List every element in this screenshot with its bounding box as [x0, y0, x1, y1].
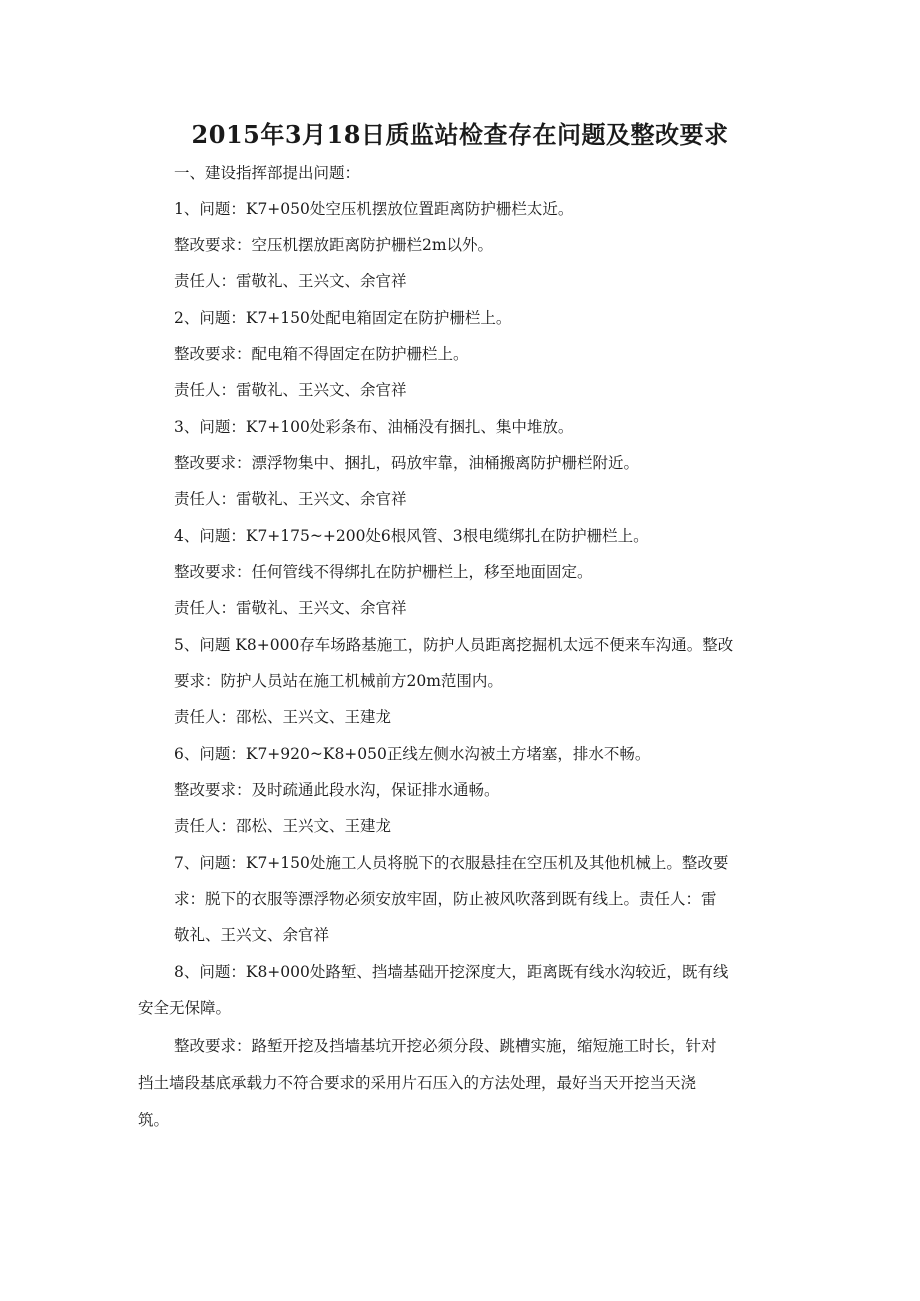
item-8-line1: 8、问题：K8+000处路堑、挡墙基础开挖深度大，距离既有线水沟较近，既有线: [174, 963, 729, 981]
item-7-line2: 求：脱下的衣服等漂浮物必须安放牢固，防止被风吹落到既有线上。责任人：雷: [174, 890, 717, 908]
item-8-requirement-line3: 筑。: [138, 1111, 170, 1129]
item-6-responsible: 责任人：邵松、王兴文、王建龙: [174, 817, 392, 835]
item-3-requirement: 整改要求：漂浮物集中、捆扎，码放牢靠，油桶搬离防护栅栏附近。: [174, 454, 640, 472]
item-1-problem: 1、问题：K7+050处空压机摆放位置距离防护栅栏太近。: [174, 200, 574, 218]
item-8-requirement-line1: 整改要求：路堑开挖及挡墙基坑开挖必须分段、跳槽实施，缩短施工时长，针对: [174, 1037, 717, 1055]
item-6-requirement: 整改要求：及时疏通此段水沟，保证排水通畅。: [174, 781, 500, 799]
item-4-requirement: 整改要求：任何管线不得绑扎在防护栅栏上，移至地面固定。: [174, 563, 593, 581]
item-4-responsible: 责任人：雷敬礼、王兴文、余官祥: [174, 599, 407, 617]
item-2-responsible: 责任人：雷敬礼、王兴文、余官祥: [174, 381, 407, 399]
item-5-problem-line1: 5、问题 K8+000存车场路基施工，防护人员距离挖掘机太远不便来车沟通。整改: [174, 636, 734, 654]
item-3-problem: 3、问题：K7+100处彩条布、油桶没有捆扎、集中堆放。: [174, 418, 574, 436]
item-2-requirement: 整改要求：配电箱不得固定在防护栅栏上。: [174, 345, 469, 363]
item-6-problem: 6、问题：K7+920~K8+050正线左侧水沟被土方堵塞，排水不畅。: [174, 745, 651, 763]
item-7-line3: 敬礼、王兴文、余官祥: [174, 926, 330, 944]
item-7-line1: 7、问题：K7+150处施工人员将脱下的衣服悬挂在空压机及其他机械上。整改要: [174, 854, 729, 872]
item-8-line2: 安全无保障。: [138, 999, 232, 1017]
item-4-problem: 4、问题：K7+175~+200处6根风管、3根电缆绑扎在防护栅栏上。: [174, 527, 649, 545]
item-2-problem: 2、问题：K7+150处配电箱固定在防护栅栏上。: [174, 309, 512, 327]
item-5-problem-line2: 要求：防护人员站在施工机械前方20m范围内。: [174, 672, 503, 690]
document-title: 2015年3月18日质监站检查存在问题及整改要求: [191, 120, 729, 149]
item-1-requirement: 整改要求：空压机摆放距离防护栅栏2m以外。: [174, 236, 494, 254]
item-3-responsible: 责任人：雷敬礼、王兴文、余官祥: [174, 490, 407, 508]
section-heading: 一、建设指挥部提出问题：: [174, 164, 361, 182]
item-1-responsible: 责任人：雷敬礼、王兴文、余官祥: [174, 272, 407, 290]
item-5-responsible: 责任人：邵松、王兴文、王建龙: [174, 708, 392, 726]
item-8-requirement-line2: 挡土墙段基底承载力不符合要求的采用片石压入的方法处理，最好当天开挖当天浇: [138, 1074, 697, 1092]
